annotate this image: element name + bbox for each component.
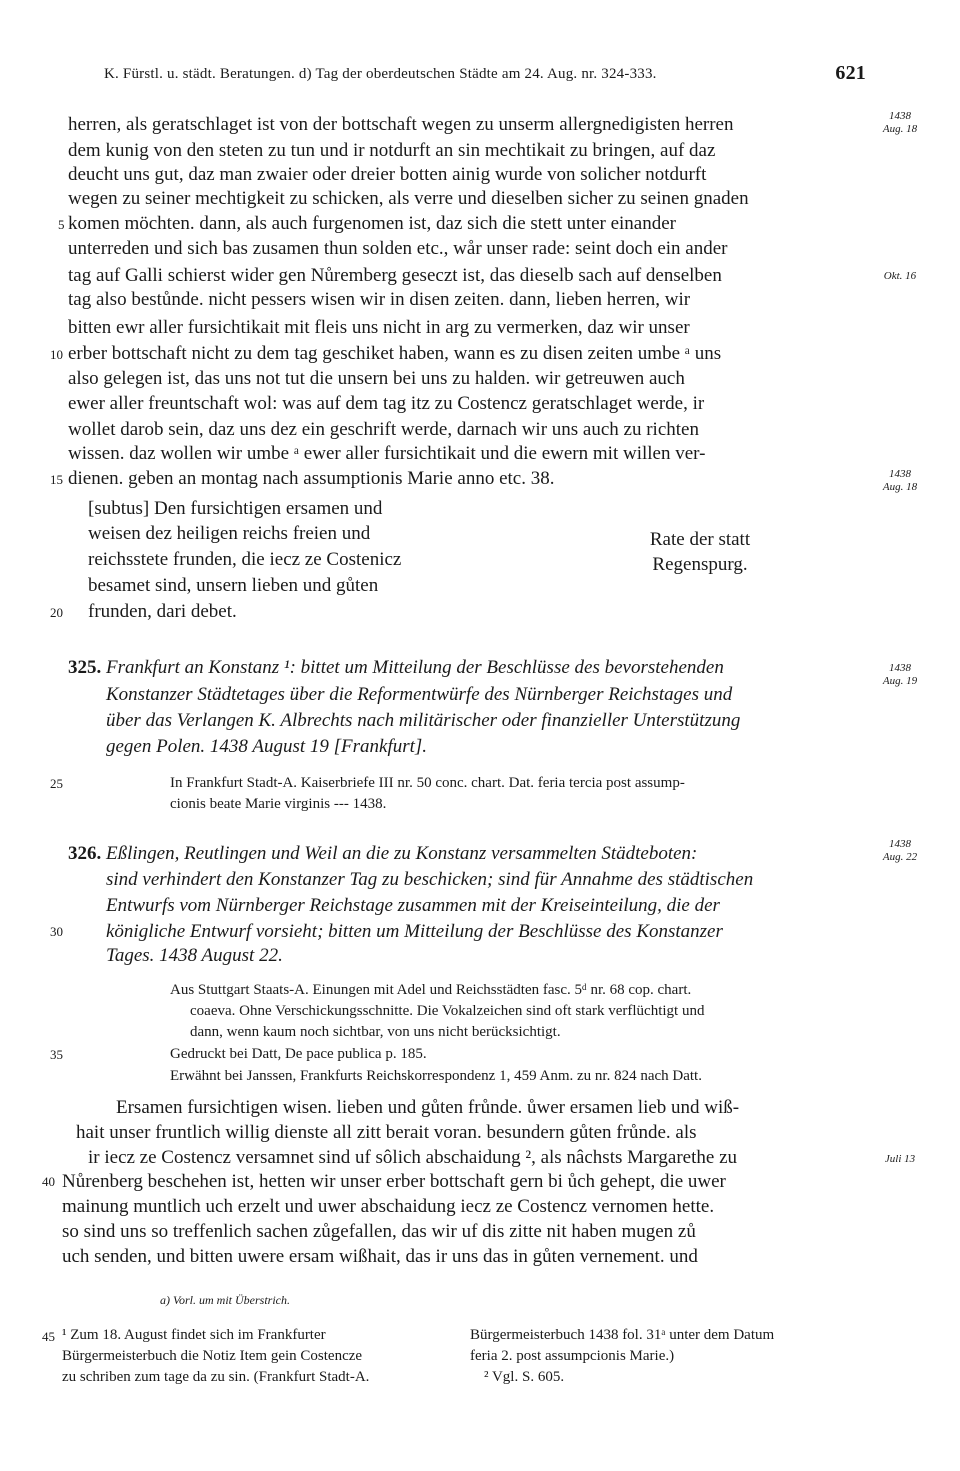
source-line: dann, wenn kaum noch sichtbar, von uns nicht berücksichtigt.: [190, 1024, 561, 1040]
critical-footnote: a) Vorl. um mit Überstrich.: [160, 1293, 290, 1307]
address-line: [subtus] Den fursichtigen ersamen und: [88, 498, 383, 519]
source-line: coaeva. Ohne Verschickungsschnitte. Die Vokalzeichen sind oft stark verflüchtigt und: [190, 1003, 705, 1019]
line-number: 40: [42, 1174, 55, 1189]
text-line: hait unser fruntlich willig dienste all zitt berait voran. besundern gůten frůnde. als: [76, 1122, 697, 1143]
text-line: wegen zu seiner mechtigkeit zu schicken, als verre und dieselben sicher zu seinen gnaden: [68, 188, 749, 209]
source-line: Gedruckt bei Datt, De pace publica p. 185.: [170, 1046, 427, 1062]
text-line: wollet darob sein, daz uns dez ein geschrift werde, darnach wir uns auch zu richten: [68, 419, 699, 440]
text-line: deucht uns gut, daz man zwaier oder dreier botten ainig wurde von solicher notdurft: [68, 164, 707, 185]
doc-heading-line: [68, 842, 863, 866]
margin-date: 1438 Aug. 18: [882, 110, 918, 135]
line-number: 30: [50, 924, 63, 939]
margin-date: Okt. 16: [883, 270, 917, 282]
doc-heading-line: sind verhindert den Konstanzer Tag zu beschicken; sind für Annahme des städtischen: [106, 869, 754, 890]
text-line: herren, als geratschlaget ist von der bottschaft wegen zu unserm allergnedigisten herren: [68, 114, 734, 135]
text-line: so sind uns so treffenlich sachen zůgefallen, das wir uf dis zitte nit haben mugen zů: [62, 1221, 696, 1242]
text-line: wissen. daz wollen wir umbe ᵃ ewer aller fursichtikait und die ewern mit willen ver-: [68, 443, 706, 464]
text-line: tag auf Galli schierst wider gen Nůremberg geseczt ist, das dieselb sach auf denselben: [68, 265, 722, 286]
margin-date: Juli 13: [884, 1153, 916, 1165]
doc-heading-line: königliche Entwurf vorsieht; bitten um Mitteilung der Beschlüsse des Konstanzer: [106, 921, 723, 942]
address-line: weisen dez heiligen reichs freien und: [88, 523, 371, 544]
doc-heading-line: Entwurfs vom Nürnberger Reichstage zusammen mit der Kreiseinteilung, die der: [106, 895, 720, 916]
doc-heading-text: Frankfurt an Konstanz ¹: bittet um Mitteilung der Beschlüsse des bevorstehenden: [106, 657, 724, 678]
text-line: unterreden und sich bas zusamen thun solden etc., wår unser rade: seint doch ein ander: [68, 238, 728, 259]
running-head: [104, 62, 866, 84]
line-number: 45: [42, 1329, 55, 1344]
text-line: dem kunig von den steten zu tun und ir notdurft an sin mechtikait zu bringen, auf daz: [68, 140, 716, 161]
line-number: 25: [50, 776, 63, 791]
footnote-line: Bürgermeisterbuch 1438 fol. 31ᵃ unter dem Datum: [470, 1327, 775, 1343]
doc-number: 326.: [68, 843, 102, 864]
margin-date: 1438 Aug. 19: [882, 662, 918, 687]
doc-heading-text: Eßlingen, Reutlingen und Weil an die zu Konstanz versammelten Städteboten:: [106, 843, 698, 864]
doc-number: 325.: [68, 657, 102, 678]
address-line: besamet sind, unsern lieben und gůten: [88, 575, 379, 596]
text-line: komen möchten. dann, als auch furgenomen ist, daz sich die stett unter einander: [68, 213, 676, 234]
address-line: reichsstete frunden, die iecz ze Costenicz: [88, 549, 402, 570]
line-number: 5: [58, 217, 65, 232]
doc-heading-line: Konstanzer Städtetages über die Reformentwürfe des Nürnberger Reichstages und: [106, 684, 733, 705]
footnote-line: feria 2. post assumpcionis Marie.): [470, 1348, 675, 1364]
line-number: 15: [50, 472, 63, 487]
line-number: 35: [50, 1047, 63, 1062]
doc-heading-line: gegen Polen. 1438 August 19 [Frankfurt].: [106, 736, 428, 757]
source-line: In Frankfurt Stadt-A. Kaiserbriefe III nr. 50 conc. chart. Dat. feria tercia post assump-: [170, 775, 685, 791]
text-line: uch senden, und bitten uwere ersam wißhait, das ir uns das in gůten vernement. und: [62, 1246, 698, 1267]
footnote-line: zu schriben zum tage da zu sin. (Frankfurt Stadt-A.: [62, 1369, 370, 1385]
text-line: also gelegen ist, das uns not tut die unsern bei uns zu halden. wir getreuwen auch: [68, 368, 685, 389]
text-line: tag also bestůnde. nicht pessers wisen wir in disen zeiten. dann, lieben herren, wir: [68, 289, 691, 310]
footnote-line: ² Vgl. S. 605.: [484, 1369, 565, 1385]
source-line: Erwähnt bei Janssen, Frankfurts Reichskorrespondenz 1, 459 Anm. zu nr. 824 nach Datt.: [170, 1068, 702, 1084]
footnote-line: ¹ Zum 18. August findet sich im Frankfurter: [62, 1327, 326, 1343]
page-number: 621: [835, 62, 866, 84]
signature-line: Rate der statt: [649, 529, 751, 550]
doc-heading-line: über das Verlangen K. Albrechts nach militärischer oder finanzieller Unterstützung: [106, 710, 741, 731]
text-line: dienen. geben an montag nach assumptionis Marie anno etc. 38.: [68, 468, 555, 489]
source-line: Aus Stuttgart Staats-A. Einungen mit Adel und Reichsstädten fasc. 5ᵈ nr. 68 cop. chart.: [170, 982, 692, 998]
text-line: ir iecz ze Costencz versamnet sind uf sôlich abschaidung ², als nâchsts Margarethe zu: [88, 1147, 738, 1168]
running-title: K. Fürstl. u. städt. Beratungen. d) Tag der oberdeutschen Städte am 24. Aug. nr. 324-333.: [104, 66, 657, 82]
line-number: 10: [50, 347, 63, 362]
text-line: erber bottschaft nicht zu dem tag geschiket haben, wann es zu disen zeiten umbe ᵃ uns: [68, 343, 722, 364]
source-line: cionis beate Marie virginis --- 1438.: [170, 796, 387, 812]
text-line: mainung muntlich uch erzelt und uwer abschaidung iecz ze Costencz vernomen hette.: [62, 1196, 715, 1217]
margin-date: 1438 Aug. 22: [882, 838, 918, 863]
text-line: Ersamen fursichtigen wisen. lieben und gůten frůnde. ůwer ersamen lieb und wiß-: [116, 1097, 740, 1118]
doc-heading-line: [68, 656, 863, 680]
line-number: 20: [50, 605, 63, 620]
footnote-line: Bürgermeisterbuch die Notiz Item gein Costencze: [62, 1348, 363, 1364]
text-line: bitten ewr aller fursichtikait mit fleis uns nicht in arg zu vermerken, daz wir unser: [68, 317, 690, 338]
text-line: ewer aller freuntschaft wol: was auf dem tag itz zu Costencz geratschlaget werde, ir: [68, 393, 705, 414]
margin-date: 1438 Aug. 18: [882, 468, 918, 493]
text-line: Nůrenberg beschehen ist, hetten wir unser erber bottschaft gern bi ůch gehept, die uwer: [62, 1171, 726, 1192]
doc-heading-line: Tages. 1438 August 22.: [106, 945, 283, 966]
signature-line: Regenspurg.: [652, 554, 748, 575]
address-line: frunden, dari debet.: [88, 601, 237, 622]
